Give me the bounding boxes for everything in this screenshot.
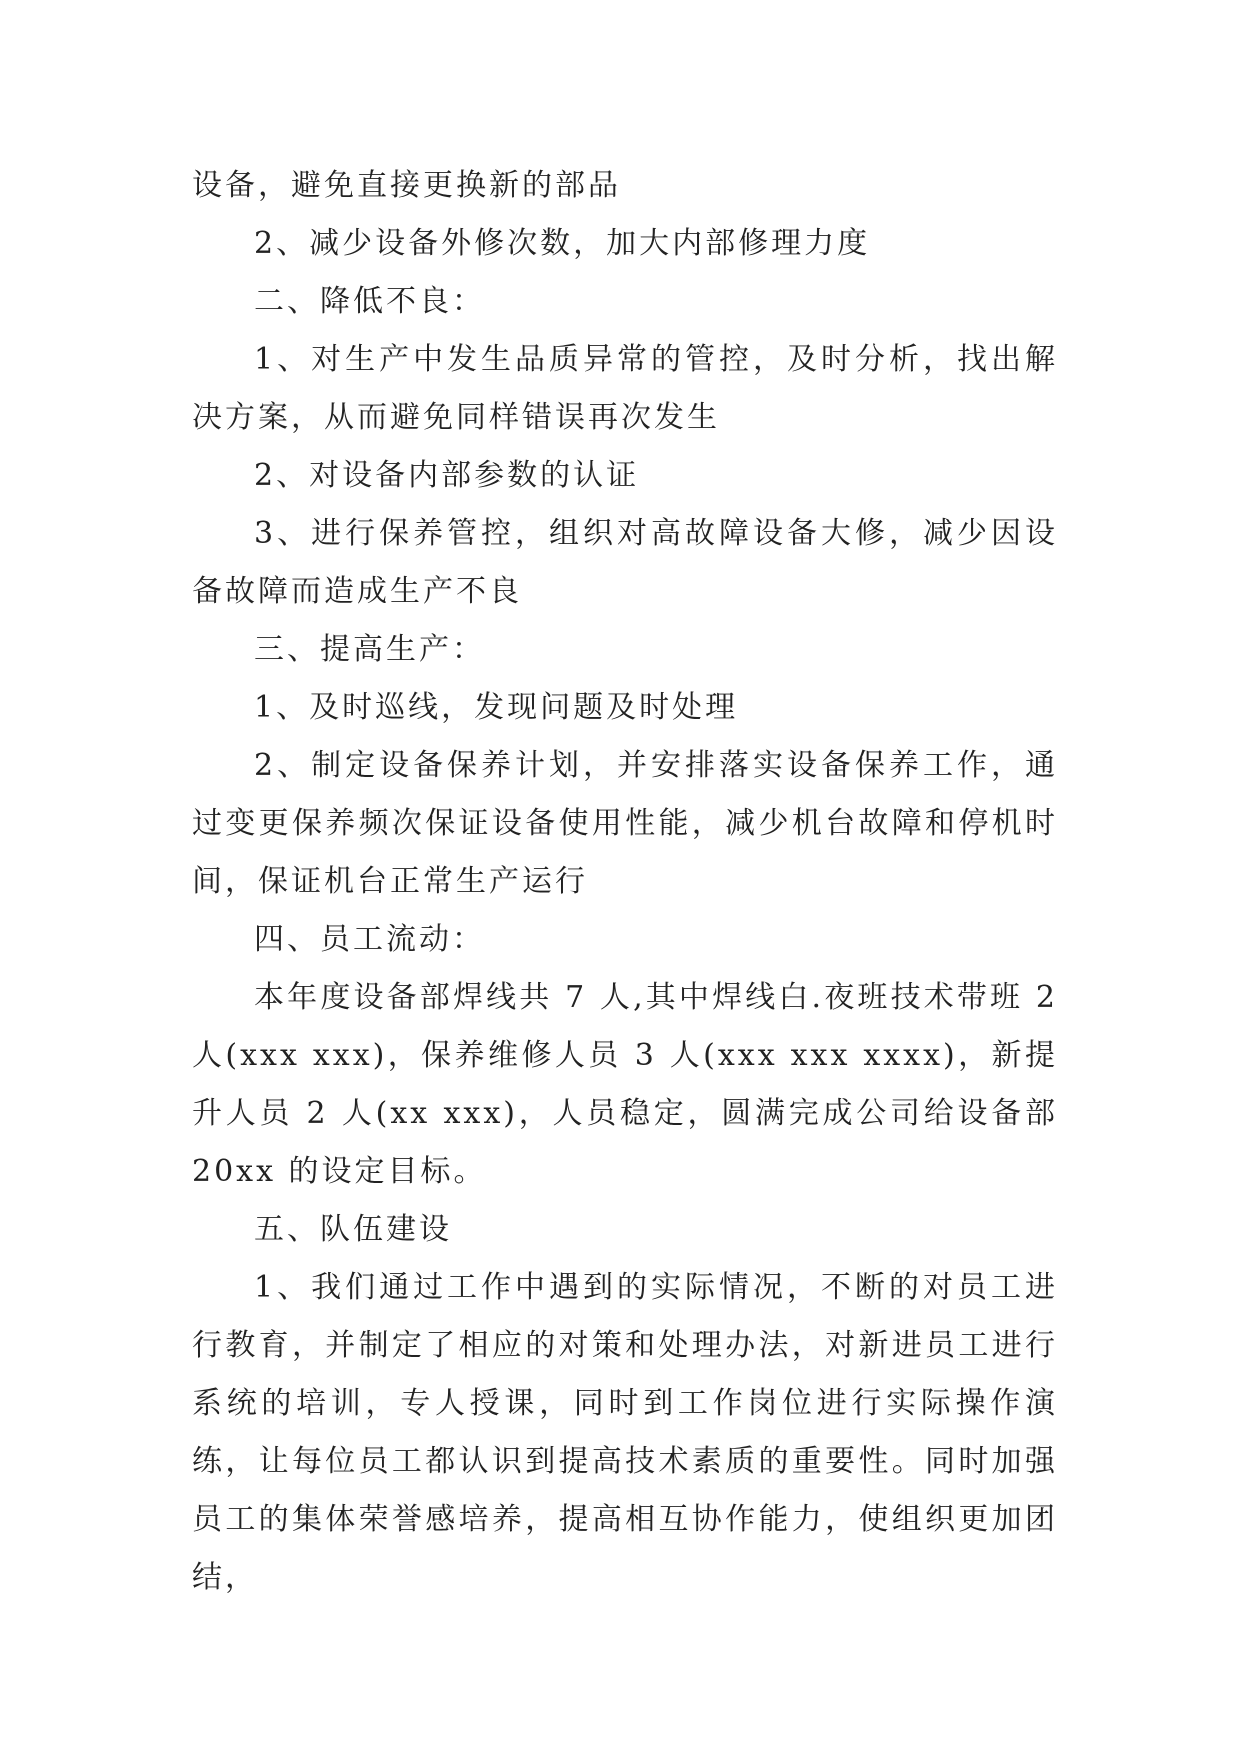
- section-heading: 三、提高生产：: [254, 632, 485, 667]
- paragraph: 3、进行保养管控，组织对高故障设备大修，减少因设备故障而造成生产不良: [192, 516, 1058, 609]
- paragraph: 2、减少设备外修次数，加大内部修理力度: [254, 226, 871, 261]
- document-body: [192, 157, 1058, 1607]
- paragraph: 2、对设备内部参数的认证: [254, 458, 640, 493]
- section-heading: 五、队伍建设: [254, 1212, 452, 1247]
- paragraph: 1、我们通过工作中遇到的实际情况，不断的对员工进行教育，并制定了相应的对策和处理办法，对新进员工进行系统的培训，专人授课，同时到工作岗位进行实际操作演练，让每位员工都认识到提高技术素质的重要性。同时加强员工的集体荣誉感培养，提高相互协作能力，使组织更加团结，: [192, 1270, 1058, 1595]
- paragraph: 设备，避免直接更换新的部品: [192, 168, 621, 203]
- paragraph: 2、制定设备保养计划，并安排落实设备保养工作，通过变更保养频次保证设备使用性能，减少机台故障和停机时间，保证机台正常生产运行: [192, 748, 1058, 899]
- paragraph: 1、对生产中发生品质异常的管控，及时分析，找出解决方案，从而避免同样错误再次发生: [192, 342, 1058, 435]
- section-heading: 二、降低不良：: [254, 284, 485, 319]
- section-heading: 四、员工流动：: [254, 922, 485, 957]
- paragraph: 1、及时巡线，发现问题及时处理: [254, 690, 739, 725]
- paragraph: 本年度设备部焊线共 7 人,其中焊线白.夜班技术带班 2 人(xxx xxx)，保养维修人员 3 人(xxx xxx xxxx)，新提升人员 2 人(xx xxx)，人员稳定，圆满完成公司给设备部 20xx 的设定目标。: [192, 980, 1058, 1189]
